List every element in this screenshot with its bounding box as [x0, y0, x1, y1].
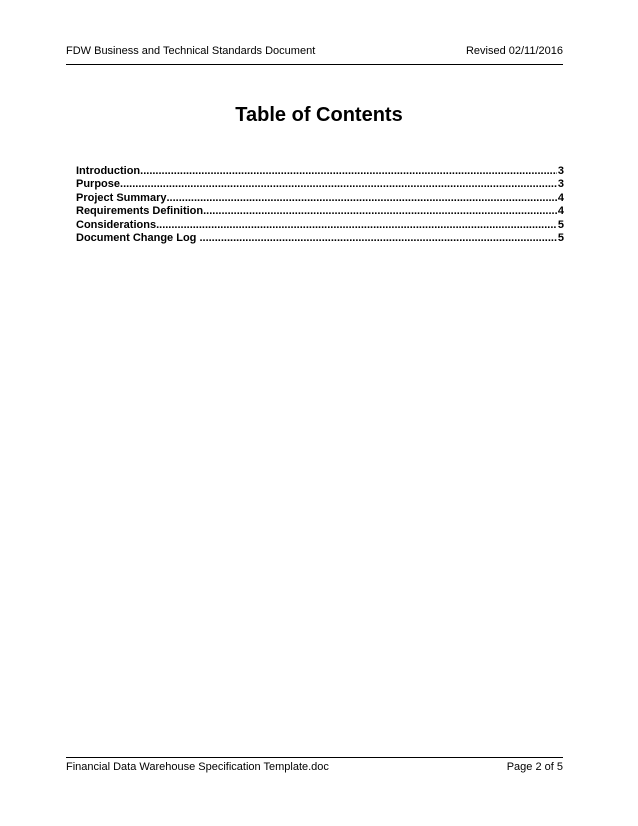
toc-entry-label: Document Change Log [76, 231, 200, 244]
toc-entry-document-change-log[interactable] [76, 232, 564, 245]
toc-entry-purpose[interactable] [76, 178, 564, 191]
toc-dot-leader [120, 178, 557, 191]
footer-file-name: Financial Data Warehouse Specification Template.doc [66, 761, 329, 773]
table-of-contents [76, 165, 564, 245]
toc-dot-leader [140, 165, 557, 178]
toc-entry-project-summary[interactable] [76, 192, 564, 205]
toc-entry-page: 3 [557, 165, 564, 177]
page-footer [66, 757, 563, 776]
toc-dot-leader [156, 219, 557, 232]
header-revised-date: Revised 02/11/2016 [465, 45, 563, 57]
toc-entry-page: 4 [557, 191, 564, 204]
toc-entry-requirements-definition[interactable] [76, 205, 564, 218]
toc-entry-page: 5 [557, 218, 564, 231]
page-header [66, 45, 563, 65]
footer-page-number: Page 2 of 5 [506, 761, 563, 773]
toc-entry-page: 3 [557, 178, 564, 191]
toc-entry-label: Requirements Definition [76, 205, 204, 218]
toc-dot-leader [203, 205, 557, 218]
toc-entry-label: Purpose [76, 178, 121, 191]
toc-entry-page: 4 [557, 205, 564, 218]
toc-entry-introduction[interactable] [76, 165, 564, 178]
toc-entry-label: Introduction [76, 165, 141, 177]
toc-entry-considerations[interactable] [76, 219, 564, 232]
toc-dot-leader [199, 232, 556, 245]
page-title: Table of Contents [235, 104, 403, 126]
toc-entry-page: 5 [557, 231, 564, 244]
toc-entry-label: Considerations [76, 218, 157, 231]
toc-dot-leader [166, 192, 556, 205]
toc-entry-label: Project Summary [76, 191, 167, 204]
header-document-title: FDW Business and Technical Standards Document [66, 45, 316, 57]
